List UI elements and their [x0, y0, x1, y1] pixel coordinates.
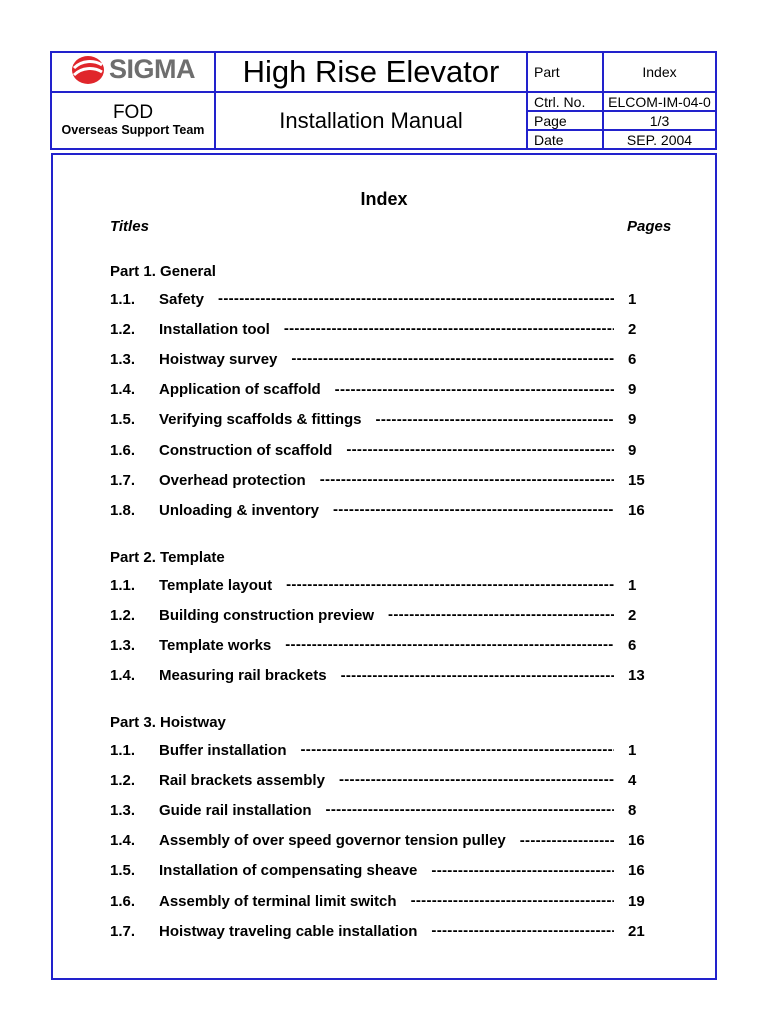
entry-number: 1.7.	[110, 471, 136, 489]
entry-number: 1.1.	[110, 290, 136, 308]
entry-title: Installation of compensating sheave	[159, 862, 418, 880]
entry-number: 1.5.	[110, 411, 136, 429]
toc-entry	[110, 800, 678, 820]
entry-title: Hoistway traveling cable installation	[159, 922, 418, 940]
entry-title: Rail brackets assembly	[159, 771, 325, 789]
entry-number: 1.1.	[110, 741, 136, 759]
entry-title: Template layout	[159, 576, 273, 594]
toc-entry	[110, 575, 678, 595]
dot-leader	[301, 740, 614, 760]
entry-page: 1	[628, 290, 637, 308]
part-heading: Part 3. Hoistway	[110, 714, 226, 731]
dot-leader	[431, 861, 614, 881]
meta-value-ctrl: ELCOM-IM-04-0	[603, 92, 716, 111]
dot-leader	[291, 349, 614, 369]
department-name: FOD	[112, 102, 154, 124]
entry-page: 8	[628, 801, 637, 819]
index-title: Index	[360, 189, 408, 209]
sigma-emblem-icon	[71, 55, 105, 85]
entry-number: 1.3.	[110, 801, 136, 819]
document-title: High Rise Elevator	[215, 52, 527, 92]
entry-title: Safety	[159, 290, 205, 308]
entry-number: 1.3.	[110, 350, 136, 368]
sigma-logo	[71, 54, 195, 85]
entry-number: 1.4.	[110, 667, 136, 685]
entry-page: 19	[628, 892, 645, 910]
entry-number: 1.4.	[110, 381, 136, 399]
dot-leader	[284, 319, 614, 339]
meta-label-page: Page	[527, 111, 603, 130]
meta-value-part: Index	[603, 52, 716, 92]
index-content-box	[51, 153, 717, 980]
dot-leader	[341, 666, 614, 686]
part-heading: Part 1. General	[110, 263, 216, 280]
dot-leader	[411, 891, 614, 911]
toc-entry	[110, 666, 678, 686]
dot-leader	[218, 289, 614, 309]
toc-entry	[110, 605, 678, 625]
entry-number: 1.1.	[110, 576, 136, 594]
dot-leader	[346, 440, 614, 460]
toc-entry	[110, 289, 678, 309]
dot-leader	[326, 800, 614, 820]
toc-entry	[110, 410, 678, 430]
entry-title: Assembly of over speed governor tension pulley	[159, 832, 506, 850]
entry-number: 1.8.	[110, 501, 136, 519]
dot-leader	[333, 500, 614, 520]
entry-number: 1.3.	[110, 636, 136, 654]
entry-title: Application of scaffold	[159, 381, 321, 399]
document-subtitle: Installation Manual	[215, 92, 527, 149]
entry-page: 13	[628, 667, 645, 685]
entry-title: Buffer installation	[159, 741, 287, 759]
entry-page: 16	[628, 832, 645, 850]
dot-leader	[431, 921, 614, 941]
entry-title: Construction of scaffold	[159, 441, 333, 459]
entry-number: 1.6.	[110, 441, 136, 459]
entry-title: Unloading & inventory	[159, 501, 320, 519]
toc-entry	[110, 740, 678, 760]
team-name: Overseas Support Team	[61, 123, 205, 138]
toc-entry	[110, 921, 678, 941]
entry-page: 6	[628, 350, 637, 368]
dot-leader	[285, 635, 614, 655]
logo-cell	[51, 52, 215, 92]
dot-leader	[520, 831, 614, 851]
entry-number: 1.5.	[110, 862, 136, 880]
document-header	[50, 51, 717, 150]
toc-entry	[110, 500, 678, 520]
entry-title: Building construction preview	[159, 606, 375, 624]
entry-page: 9	[628, 441, 637, 459]
entry-page: 1	[628, 741, 637, 759]
department-cell	[51, 92, 215, 149]
toc-entry	[110, 831, 678, 851]
entry-number: 1.2.	[110, 320, 136, 338]
entry-page: 4	[628, 771, 637, 789]
entry-title: Guide rail installation	[159, 801, 312, 819]
toc-entry	[110, 319, 678, 339]
part-heading: Part 2. Template	[110, 549, 225, 566]
pages-column-heading: Pages	[627, 218, 672, 235]
entry-title: Template works	[159, 636, 272, 654]
entry-title: Hoistway survey	[159, 350, 278, 368]
dot-leader	[320, 470, 614, 490]
dot-leader	[286, 575, 614, 595]
entry-page: 9	[628, 411, 637, 429]
entry-page: 1	[628, 576, 637, 594]
entry-title: Installation tool	[159, 320, 270, 338]
logo-text: SIGMA	[108, 54, 195, 85]
entry-number: 1.4.	[110, 832, 136, 850]
entry-page: 6	[628, 636, 637, 654]
dot-leader	[376, 410, 614, 430]
entry-page: 15	[628, 471, 645, 489]
entry-title: Measuring rail brackets	[159, 667, 327, 685]
toc-entry	[110, 770, 678, 790]
meta-value-page: 1/3	[603, 111, 716, 130]
entry-page: 9	[628, 381, 637, 399]
dot-leader	[388, 605, 614, 625]
toc-entry	[110, 380, 678, 400]
entry-page: 16	[628, 862, 645, 880]
titles-column-heading: Titles	[110, 218, 149, 235]
entry-title: Assembly of terminal limit switch	[159, 892, 397, 910]
meta-label-ctrl: Ctrl. No.	[527, 92, 603, 111]
toc-entry	[110, 861, 678, 881]
toc-entry	[110, 891, 678, 911]
dot-leader	[339, 770, 614, 790]
entry-number: 1.6.	[110, 892, 136, 910]
entry-page: 2	[628, 320, 637, 338]
toc-entry	[110, 349, 678, 369]
entry-page: 2	[628, 606, 637, 624]
toc-entry	[110, 635, 678, 655]
entry-number: 1.7.	[110, 922, 136, 940]
entry-title: Overhead protection	[159, 471, 306, 489]
entry-page: 16	[628, 501, 645, 519]
entry-number: 1.2.	[110, 771, 136, 789]
meta-value-date: SEP. 2004	[603, 130, 716, 149]
toc-entry	[110, 440, 678, 460]
entry-page: 21	[628, 922, 645, 940]
toc-entry	[110, 470, 678, 490]
entry-title: Verifying scaffolds & fittings	[159, 411, 362, 429]
meta-label-part: Part	[527, 52, 603, 92]
meta-label-date: Date	[527, 130, 603, 149]
dot-leader	[335, 380, 614, 400]
entry-number: 1.2.	[110, 606, 136, 624]
